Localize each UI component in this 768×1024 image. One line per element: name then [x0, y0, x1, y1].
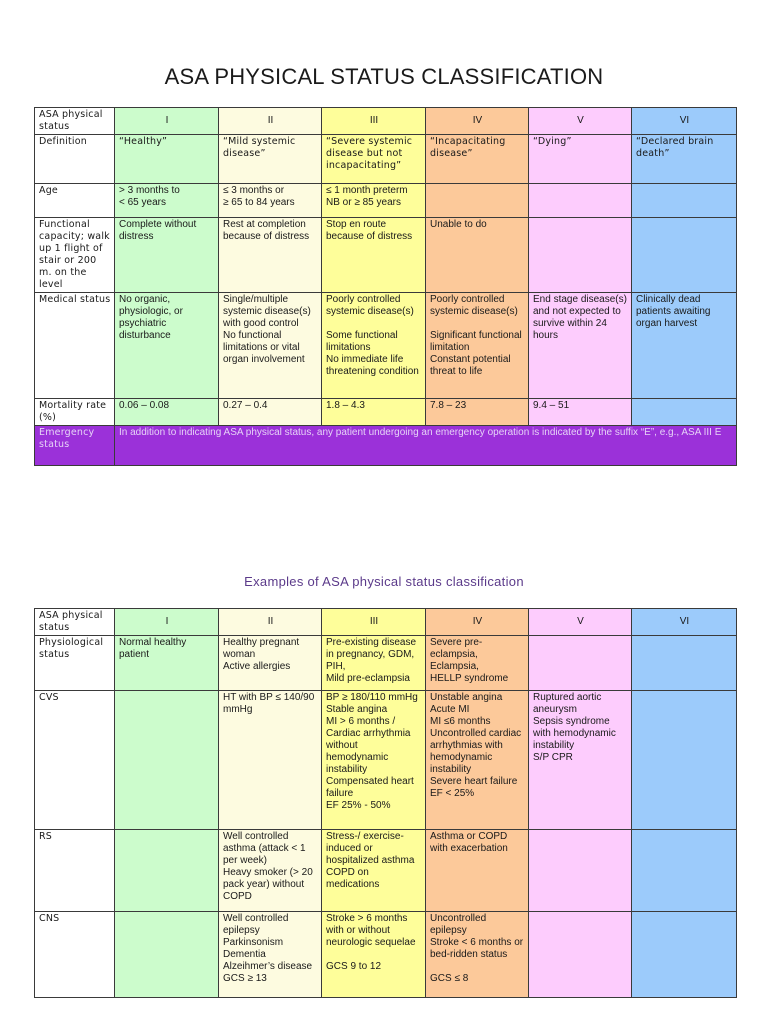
table-cell: BP ≥ 180/110 mmHg Stable angina MI > 6 months / Cardiac arrhythmia without hemodynamic instability Compensated heart failure EF 25% - 50% — [322, 691, 426, 830]
table-cell: Well controlled asthma (attack < 1 per week) Heavy smoker (> 20 pack year) without COPD — [219, 830, 322, 912]
row-label: Medical status — [35, 293, 115, 399]
table-cell: Well controlled epilepsy Parkinsonism Dementia Alzeihmer’s disease GCS ≥ 13 — [219, 912, 322, 998]
table-cell: 7.8 – 23 — [426, 399, 529, 426]
class-header: II — [219, 108, 322, 135]
table-cell: “Severe systemic disease but not incapacitating” — [322, 135, 426, 184]
table-cell: 9.4 – 51 — [529, 399, 632, 426]
class-header: I — [115, 609, 219, 636]
class-header: IV — [426, 609, 529, 636]
row-label: Age — [35, 184, 115, 218]
class-header: VI — [632, 609, 737, 636]
header-row — [35, 108, 737, 135]
table-cell: Stroke > 6 months with or without neurologic sequelae GCS 9 to 12 — [322, 912, 426, 998]
table-cell: “Mild systemic disease” — [219, 135, 322, 184]
table-cell: ≤ 1 month preterm NB or ≥ 85 years — [322, 184, 426, 218]
table-cell: Unable to do — [426, 218, 529, 293]
table-cell — [632, 636, 737, 691]
physiological-status-row — [35, 636, 737, 691]
table-cell — [115, 691, 219, 830]
row-label: CNS — [35, 912, 115, 998]
emergency-row — [35, 426, 737, 466]
table-cell: HT with BP ≤ 140/90 mmHg — [219, 691, 322, 830]
table-cell — [529, 184, 632, 218]
table-cell: “Dying” — [529, 135, 632, 184]
table-cell: Normal healthy patient — [115, 636, 219, 691]
row-label: ASA physical status — [35, 609, 115, 636]
table-cell: Stress-/ exercise-induced or hospitalized asthma COPD on medications — [322, 830, 426, 912]
table-cell: Clinically dead patients awaiting organ harvest — [632, 293, 737, 399]
table-cell — [529, 636, 632, 691]
age-row — [35, 184, 737, 218]
table-cell: Unstable angina Acute MI MI ≤6 months Uncontrolled cardiac arrhythmias with hemodynamic instability Severe heart failure EF < 25% — [426, 691, 529, 830]
table-cell — [529, 830, 632, 912]
emergency-note: In addition to indicating ASA physical status, any patient undergoing an emergency operation is indicated by the suffix “E”, e.g., ASA III E — [115, 426, 737, 466]
table-cell: Severe pre-eclampsia, Eclampsia, HELLP syndrome — [426, 636, 529, 691]
row-label: Functional capacity; walk up 1 flight of stair or 200 m. on the level — [35, 218, 115, 293]
medical-status-row — [35, 293, 737, 399]
class-header: IV — [426, 108, 529, 135]
table-cell: Complete without distress — [115, 218, 219, 293]
table-cell: 1.8 – 4.3 — [322, 399, 426, 426]
table-cell: “Healthy” — [115, 135, 219, 184]
table-cell — [632, 218, 737, 293]
cvs-row — [35, 691, 737, 830]
examples-subtitle: Examples of ASA physical status classification — [244, 574, 524, 589]
table-cell: Poorly controlled systemic disease(s) Some functional limitations No immediate life threatening condition — [322, 293, 426, 399]
table-cell — [632, 912, 737, 998]
mortality-row — [35, 399, 737, 426]
table-cell: 0.27 – 0.4 — [219, 399, 322, 426]
asa-classification-table — [34, 107, 737, 466]
table-cell: Rest at completion because of distress — [219, 218, 322, 293]
header-row — [35, 609, 737, 636]
row-label: CVS — [35, 691, 115, 830]
class-header: II — [219, 609, 322, 636]
table-cell: > 3 months to < 65 years — [115, 184, 219, 218]
class-header: III — [322, 609, 426, 636]
table-cell: Poorly controlled systemic disease(s) Significant functional limitation Constant potential threat to life — [426, 293, 529, 399]
table-cell — [529, 218, 632, 293]
definition-row — [35, 135, 737, 184]
table-cell — [632, 184, 737, 218]
row-label: Mortality rate (%) — [35, 399, 115, 426]
table-cell: Ruptured aortic aneurysm Sepsis syndrome with hemodynamic instability S/P CPR — [529, 691, 632, 830]
class-header: I — [115, 108, 219, 135]
table-cell: Asthma or COPD with exacerbation — [426, 830, 529, 912]
table-cell: Pre-existing disease in pregnancy, GDM, PIH, Mild pre-eclampsia — [322, 636, 426, 691]
table-cell: “Declared brain death” — [632, 135, 737, 184]
table-cell: Single/multiple systemic disease(s) with good control No functional limitations or vital organ involvement — [219, 293, 322, 399]
class-header: VI — [632, 108, 737, 135]
table-cell: 0.06 – 0.08 — [115, 399, 219, 426]
table-cell: Uncontrolled epilepsy Stroke < 6 months or bed-ridden status GCS ≤ 8 — [426, 912, 529, 998]
table-cell: End stage disease(s) and not expected to survive within 24 hours — [529, 293, 632, 399]
row-label: Definition — [35, 135, 115, 184]
table-cell: Stop en route because of distress — [322, 218, 426, 293]
table-cell: “Incapacitating disease” — [426, 135, 529, 184]
table-cell: ≤ 3 months or ≥ 65 to 84 years — [219, 184, 322, 218]
table-cell — [632, 830, 737, 912]
table-cell — [529, 912, 632, 998]
class-header: III — [322, 108, 426, 135]
table-cell — [426, 184, 529, 218]
functional-capacity-row — [35, 218, 737, 293]
row-label: RS — [35, 830, 115, 912]
class-header: V — [529, 108, 632, 135]
class-header: V — [529, 609, 632, 636]
rs-row — [35, 830, 737, 912]
row-label: Emergency status — [35, 426, 115, 466]
page-title: ASA PHYSICAL STATUS CLASSIFICATION — [164, 64, 604, 89]
row-label: Physiological status — [35, 636, 115, 691]
asa-examples-table — [34, 608, 737, 998]
table-cell: Healthy pregnant woman Active allergies — [219, 636, 322, 691]
table-cell — [115, 912, 219, 998]
table-cell — [632, 691, 737, 830]
row-label: ASA physical status — [35, 108, 115, 135]
table-cell — [115, 830, 219, 912]
cns-row — [35, 912, 737, 998]
table-cell — [632, 399, 737, 426]
table-cell: No organic, physiologic, or psychiatric disturbance — [115, 293, 219, 399]
